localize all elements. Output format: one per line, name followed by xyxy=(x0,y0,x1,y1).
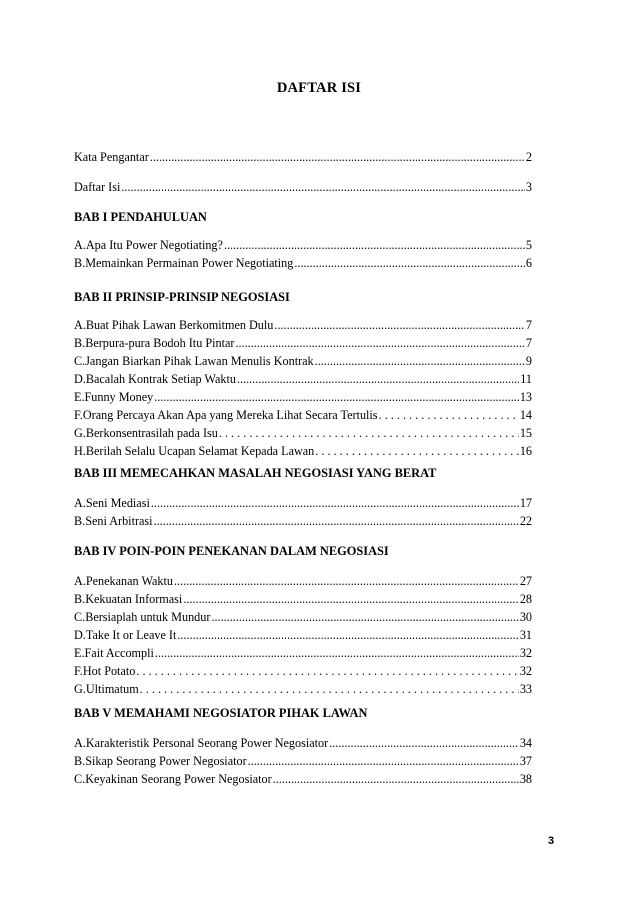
toc-dot-leader xyxy=(183,592,518,607)
toc-entry-letter: C. xyxy=(74,772,86,786)
toc-entry xyxy=(74,496,532,512)
toc-entry-page: 3 xyxy=(525,180,532,194)
toc-entry xyxy=(74,574,532,590)
toc-entry-page: 16 xyxy=(519,444,532,458)
toc-entry-page: 33 xyxy=(519,682,532,696)
section-heading: BAB II PRINSIP-PRINSIP NEGOSIASI xyxy=(74,290,290,304)
toc-dot-leader xyxy=(177,628,518,643)
toc-entry-title: Berilah Selalu Ucapan Selamat Kepada Lawan xyxy=(85,444,315,458)
toc-entry xyxy=(74,426,532,442)
toc-entry-page: 13 xyxy=(519,390,532,404)
toc-entry-page: 32 xyxy=(519,646,532,660)
toc-entry-title: Daftar Isi xyxy=(74,180,121,194)
toc-entry-letter: A. xyxy=(74,736,86,750)
toc-entry-letter: A. xyxy=(74,238,86,252)
toc-entry-letter: C. xyxy=(74,354,86,368)
toc-entry-title: Seni Arbitrasi xyxy=(85,514,153,528)
toc-entry-letter: F. xyxy=(74,408,83,422)
toc-entry-title: Buat Pihak Lawan Berkomitmen Dulu xyxy=(85,318,274,332)
toc-entry-title: Karakteristik Personal Seorang Power Negosiator xyxy=(85,736,329,750)
toc-dot-leader xyxy=(154,390,519,405)
toc-entry xyxy=(74,372,532,388)
toc-entry-letter: B. xyxy=(74,592,86,606)
toc-dot-leader xyxy=(329,736,519,751)
toc-dot-leader xyxy=(150,150,525,165)
toc-entry-title: Keyakinan Seorang Power Negosiator xyxy=(85,772,272,786)
toc-dot-leader xyxy=(237,372,519,387)
toc-entry-page: 17 xyxy=(519,496,532,510)
toc-entry-title: Penekanan Waktu xyxy=(85,574,173,588)
toc-dot-leader xyxy=(224,238,525,253)
toc-dot-leader xyxy=(154,514,519,529)
toc-entry xyxy=(74,664,532,680)
toc-entry-title: Orang Percaya Akan Apa yang Mereka Lihat Secara Tertulis xyxy=(82,408,378,422)
toc-entry-letter: A. xyxy=(74,318,86,332)
toc-entry-letter: G. xyxy=(74,682,86,696)
toc-entry-title: Bacalah Kontrak Setiap Waktu xyxy=(85,372,236,386)
toc-dot-leader xyxy=(294,256,525,271)
toc-entry xyxy=(74,336,532,352)
toc-entry xyxy=(74,354,532,370)
toc-entry xyxy=(74,628,532,644)
toc-entry xyxy=(74,682,532,698)
toc-entry-letter: F. xyxy=(74,664,83,678)
toc-dot-leader xyxy=(315,354,525,369)
toc-entry xyxy=(74,318,532,334)
toc-entry xyxy=(74,754,532,770)
section-heading: BAB V MEMAHAMI NEGOSIATOR PIHAK LAWAN xyxy=(74,706,368,720)
section-heading: BAB I PENDAHULUAN xyxy=(74,210,207,224)
toc-entry-title: Jangan Biarkan Pihak Lawan Menulis Kontrak xyxy=(85,354,314,368)
toc-dot-leader xyxy=(121,180,525,195)
toc-entry-title: Memainkan Permainan Power Negotiating xyxy=(85,256,294,270)
toc-entry xyxy=(74,238,532,254)
toc-entry-title: Sikap Seorang Power Negosiator xyxy=(85,754,247,768)
toc-entry-title: Berpura-pura Bodoh Itu Pintar xyxy=(85,336,235,350)
toc-entry xyxy=(74,390,532,406)
toc-entry-page: 5 xyxy=(525,238,532,252)
toc-entry-title: Funny Money xyxy=(84,390,154,404)
toc-dot-leader xyxy=(136,664,518,679)
toc-entry-page: 31 xyxy=(519,628,532,642)
toc-entry-letter: A. xyxy=(74,574,86,588)
section-heading: BAB IV POIN-POIN PENEKANAN DALAM NEGOSIASI xyxy=(74,544,389,558)
toc-entry-title: Kata Pengantar xyxy=(74,150,149,164)
toc-dot-leader xyxy=(155,646,519,661)
toc-entry-page: 7 xyxy=(525,336,532,350)
toc-entry-page: 9 xyxy=(525,354,532,368)
toc-entry xyxy=(74,772,532,788)
toc-entry-page: 6 xyxy=(525,256,532,270)
toc-entry-letter: B. xyxy=(74,336,86,350)
toc-entry xyxy=(74,514,532,530)
toc-entry xyxy=(74,646,532,662)
toc-dot-leader xyxy=(211,610,518,625)
toc-entry-letter: H. xyxy=(74,444,86,458)
toc-entry xyxy=(74,592,532,608)
toc-entry-title: Bersiaplah untuk Mundur xyxy=(85,610,211,624)
toc-entry xyxy=(74,150,532,166)
toc-entry-letter: B. xyxy=(74,514,86,528)
toc-dot-leader xyxy=(235,336,524,351)
toc-entry-page: 32 xyxy=(519,664,532,678)
toc-dot-leader xyxy=(273,772,519,787)
toc-dot-leader xyxy=(379,408,519,423)
toc-entry-page: 7 xyxy=(525,318,532,332)
toc-entry-page: 30 xyxy=(519,610,532,624)
toc-entry-letter: B. xyxy=(74,256,86,270)
toc-dot-leader xyxy=(174,574,519,589)
toc-entry-page: 37 xyxy=(519,754,532,768)
toc-entry-letter: E. xyxy=(74,646,85,660)
toc-dot-leader xyxy=(219,426,519,441)
toc-entry xyxy=(74,736,532,752)
toc-dot-leader xyxy=(151,496,519,511)
toc-entry xyxy=(74,408,532,424)
toc-entry-page: 22 xyxy=(519,514,532,528)
toc-entry-page: 28 xyxy=(519,592,532,606)
toc-entry-letter: D. xyxy=(74,372,86,386)
toc-entry-page: 2 xyxy=(525,150,532,164)
toc-entry-title: Ultimatum xyxy=(85,682,139,696)
toc-entry-page: 15 xyxy=(519,426,532,440)
toc-dot-leader xyxy=(248,754,519,769)
toc-dot-leader xyxy=(274,318,525,333)
toc-dot-leader xyxy=(315,444,519,459)
toc-entry-letter: D. xyxy=(74,628,86,642)
toc-entry-title: Apa Itu Power Negotiating? xyxy=(85,238,223,252)
toc-entry-letter: A. xyxy=(74,496,86,510)
toc-entry-page: 34 xyxy=(519,736,532,750)
toc-entry-title: Hot Potato xyxy=(82,664,136,678)
section-heading: BAB III MEMECAHKAN MASALAH NEGOSIASI YANG BERAT xyxy=(74,466,437,480)
toc-entry-page: 27 xyxy=(519,574,532,588)
toc-entry xyxy=(74,610,532,626)
toc-entry xyxy=(74,256,532,272)
toc-entry-title: Kekuatan Informasi xyxy=(85,592,183,606)
toc-entry-letter: G. xyxy=(74,426,86,440)
page-number: 3 xyxy=(548,835,555,847)
toc-entry-title: Take It or Leave It xyxy=(85,628,177,642)
toc-entry-letter: E. xyxy=(74,390,85,404)
page-title: DAFTAR ISI xyxy=(276,80,362,96)
toc-entry-letter: C. xyxy=(74,610,86,624)
toc-entry-title: Berkonsentrasilah pada Isu xyxy=(85,426,218,440)
toc-entry-title: Fait Accompli xyxy=(84,646,154,660)
toc-entry-page: 11 xyxy=(520,372,532,386)
toc-entry xyxy=(74,444,532,460)
toc-entry-title: Seni Mediasi xyxy=(85,496,150,510)
toc-entry xyxy=(74,180,532,196)
toc-dot-leader xyxy=(140,682,519,697)
toc-entry-letter: B. xyxy=(74,754,86,768)
toc-entry-page: 14 xyxy=(519,408,532,422)
toc-entry-page: 38 xyxy=(519,772,532,786)
